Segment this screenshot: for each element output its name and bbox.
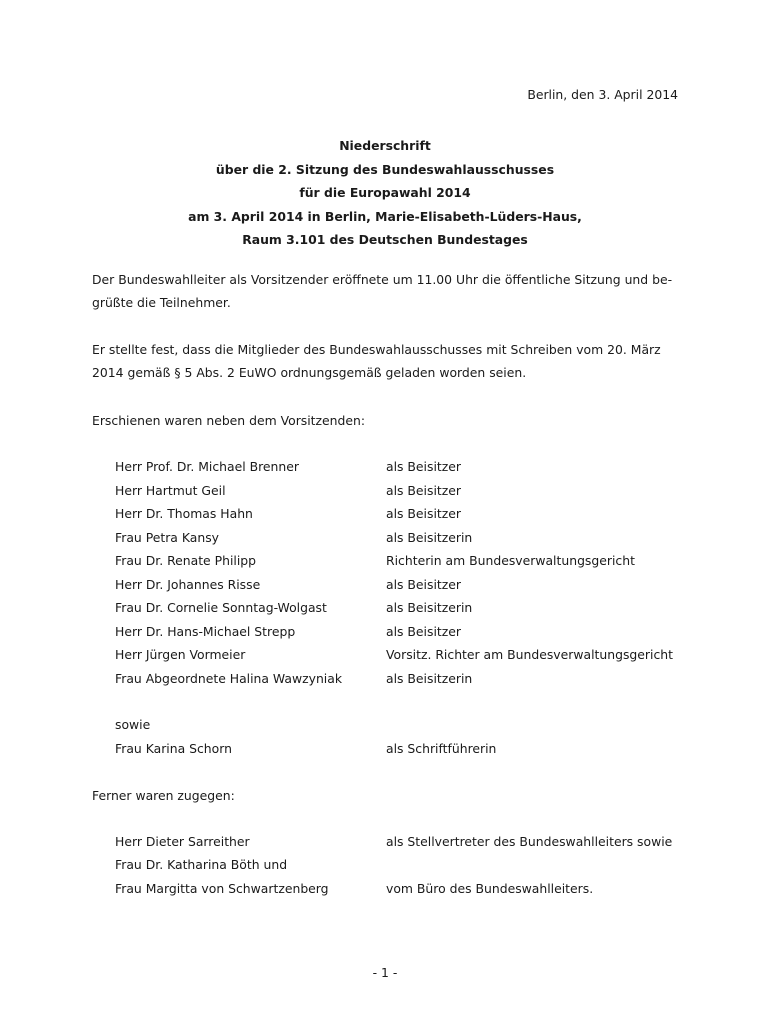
secretary-intro-text: sowie — [115, 717, 151, 732]
attendee-name: Herr Jürgen Vormeier — [115, 647, 246, 662]
list-item — [115, 853, 715, 876]
attendee-role: Richterin am Bundesverwaltungsgericht — [386, 553, 635, 568]
paragraph-line: Der Bundeswahlleiter als Vorsitzender eröffnete um 11.00 Uhr die öffentliche Sitzung und be- — [92, 272, 673, 287]
paragraph-line: Er stellte fest, dass die Mitglieder des Bundeswahlausschusses mit Schreiben vom 20. März — [92, 342, 661, 357]
guest-name: Frau Margitta von Schwartzenberg — [115, 880, 329, 896]
attendee-role: als Beisitzer — [386, 576, 461, 592]
title-line: Niederschrift — [339, 138, 431, 153]
paragraph-line: grüßte die Teilnehmer. — [92, 295, 231, 310]
list-item — [115, 667, 715, 690]
attendee-name: Frau Petra Kansy — [115, 529, 219, 545]
paragraph-line: 2014 gemäß § 5 Abs. 2 EuWO ordnungsgemäß geladen worden seien. — [92, 365, 527, 380]
title-line: am 3. April 2014 in Berlin, Marie-Elisabeth-Lüders-Haus, — [188, 208, 582, 224]
others-intro: Ferner waren zugegen: — [92, 788, 235, 803]
document-title — [0, 134, 770, 252]
list-item — [115, 526, 715, 549]
opening-paragraph — [92, 268, 682, 314]
attendance-intro: Erschienen waren neben dem Vorsitzenden: — [92, 413, 366, 428]
page-number: - 1 - — [372, 965, 398, 980]
attendee-role: als Beisitzer — [386, 459, 461, 474]
list-item — [115, 549, 715, 572]
title-line: über die 2. Sitzung des Bundeswahlausschusses — [215, 161, 555, 177]
list-item — [115, 830, 715, 853]
title-line: für die Europawahl 2014 — [299, 185, 471, 200]
list-item — [115, 479, 715, 502]
list-item — [115, 502, 715, 525]
guest-name: Frau Dr. Katharina Böth und — [115, 857, 288, 872]
title-line: Raum 3.101 des Deutschen Bundestages — [242, 232, 528, 247]
attendee-name: Frau Dr. Renate Philipp — [115, 553, 257, 568]
document-date: Berlin, den 3. April 2014 — [527, 87, 678, 102]
list-item — [115, 455, 715, 478]
guest-role: als Stellvertreter des Bundeswahlleiters sowie — [386, 833, 673, 849]
guest-role: vom Büro des Bundeswahlleiters. — [386, 880, 594, 896]
attendee-role: als Beisitzer — [386, 623, 461, 639]
attendee-name: Frau Abgeordnete Halina Wawzyniak — [115, 670, 343, 686]
guest-name: Herr Dieter Sarreither — [115, 833, 250, 849]
invitation-paragraph — [92, 338, 682, 384]
attendee-name: Herr Hartmut Geil — [115, 482, 226, 498]
secretary-name: Frau Karina Schorn — [115, 740, 232, 756]
attendee-role: als Beisitzer — [386, 482, 461, 498]
secretary-row — [115, 737, 715, 760]
list-item — [115, 596, 715, 619]
secretary-intro — [115, 713, 715, 736]
attendee-name: Herr Dr. Thomas Hahn — [115, 506, 253, 521]
attendee-role: als Beisitzerin — [386, 670, 473, 686]
list-item — [115, 643, 715, 666]
secretary-role: als Schriftführerin — [386, 740, 497, 756]
attendee-name: Frau Dr. Cornelie Sonntag-Wolgast — [115, 600, 327, 615]
attendee-role: Vorsitz. Richter am Bundesverwaltungsgericht — [386, 647, 673, 662]
attendee-name: Herr Dr. Hans-Michael Strepp — [115, 623, 296, 639]
attendee-name: Herr Prof. Dr. Michael Brenner — [115, 459, 299, 474]
attendee-role: als Beisitzer — [386, 506, 461, 521]
attendee-role: als Beisitzerin — [386, 529, 473, 545]
attendee-role: als Beisitzerin — [386, 600, 473, 615]
list-item — [115, 573, 715, 596]
list-item — [115, 877, 715, 900]
list-item — [115, 620, 715, 643]
attendee-name: Herr Dr. Johannes Risse — [115, 576, 261, 592]
